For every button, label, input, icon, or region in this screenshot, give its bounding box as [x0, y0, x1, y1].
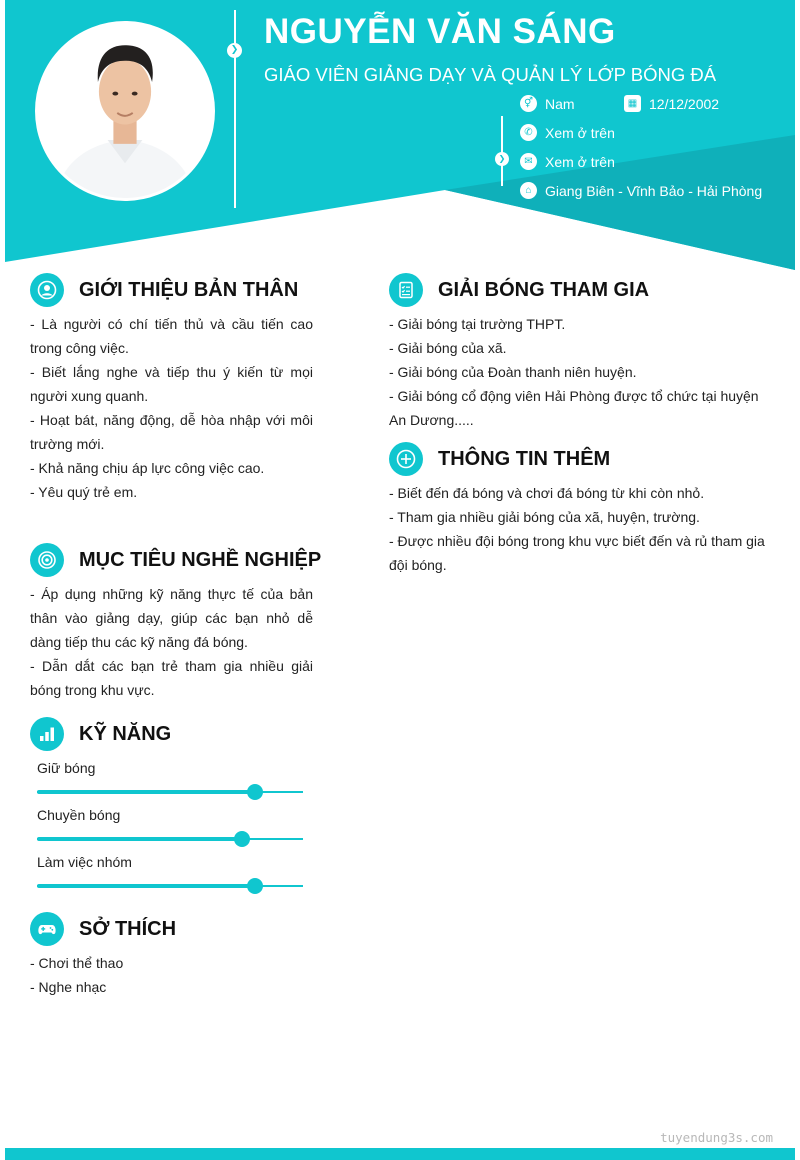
hobbies-section-header	[30, 912, 176, 946]
candidate-name: NGUYỄN VĂN SÁNG	[264, 12, 616, 51]
skill-item	[37, 760, 303, 800]
chevron-right-icon: ❯	[227, 43, 242, 58]
plus-icon	[389, 442, 423, 476]
chevron-right-icon: ❯	[495, 152, 509, 166]
skill-item	[37, 807, 303, 847]
extra-info-line: - Biết đến đá bóng và chơi đá bóng từ khi còn nhỏ.	[389, 485, 705, 501]
hobbies-body	[30, 951, 313, 999]
about-line: - Khả năng chịu áp lực công việc cao.	[30, 460, 265, 476]
skill-name: Chuyền bóng	[37, 807, 121, 823]
gender-icon: ⚥	[520, 95, 537, 112]
objective-line: - Dẫn dắt các bạn trẻ tham gia nhiều giải bóng trong khu vực.	[30, 658, 313, 698]
hobby-line: - Chơi thể thao	[30, 955, 124, 971]
home-icon: ⌂	[520, 182, 537, 199]
watermark: tuyendung3s.com	[660, 1130, 773, 1145]
about-line: - Hoạt bát, năng động, dễ hòa nhập với môi trường mới.	[30, 412, 313, 452]
email-value: Xem ở trên	[545, 153, 615, 170]
gamepad-icon	[30, 912, 64, 946]
calendar-icon: ▦	[624, 95, 641, 112]
hobbies-title: SỞ THÍCH	[79, 917, 177, 940]
tournament-line: - Giải bóng của Đoàn thanh niên huyện.	[389, 364, 637, 380]
skill-level-bar	[37, 831, 303, 847]
target-icon	[30, 543, 64, 577]
tournament-line: - Giải bóng cổ động viên Hải Phòng được tổ chức tại huyện An Dương.....	[389, 388, 759, 428]
skill-level-knob	[247, 878, 263, 894]
contact-email	[520, 153, 615, 170]
avatar	[35, 21, 215, 201]
tournaments-body	[389, 312, 769, 432]
tournament-line: - Giải bóng của xã.	[389, 340, 507, 356]
contact-divider	[501, 116, 503, 186]
dob-value: 12/12/2002	[649, 95, 720, 112]
job-title: GIÁO VIÊN GIẢNG DẠY VÀ QUẢN LÝ LỚP BÓNG ĐÁ	[264, 64, 717, 85]
tournaments-title: GIẢI BÓNG THAM GIA	[438, 278, 650, 301]
extra-info-section-header	[389, 442, 610, 476]
skill-level-bar	[37, 878, 303, 894]
phone-value: Xem ở trên	[545, 124, 615, 141]
extra-info-title: THÔNG TIN THÊM	[438, 447, 611, 470]
skill-name: Giữ bóng	[37, 760, 96, 776]
objective-line: - Áp dụng những kỹ năng thực tế của bản thân vào giảng dạy, giúp các bạn nhỏ dễ dàng tiếp thu các kỹ năng đá bóng.	[30, 586, 313, 650]
about-section-header	[30, 273, 298, 307]
footer-bar	[5, 1148, 795, 1160]
skill-level-knob	[247, 784, 263, 800]
contact-phone	[520, 124, 615, 141]
gender-value: Nam	[545, 95, 575, 112]
objective-title: MỤC TIÊU NGHỀ NGHIỆP	[79, 548, 322, 571]
address-value: Giang Biên - Vĩnh Bảo - Hải Phòng	[545, 182, 763, 199]
objective-body	[30, 582, 313, 702]
contact-address	[520, 182, 762, 199]
extra-info-line: - Tham gia nhiều giải bóng của xã, huyện, trường.	[389, 509, 700, 525]
extra-info-line: - Được nhiều đội bóng trong khu vực biết đến và rủ tham gia đội bóng.	[389, 533, 765, 573]
about-line: - Là người có chí tiến thủ và cầu tiến cao trong công việc.	[30, 316, 313, 356]
skills-section-header	[30, 717, 171, 751]
phone-icon: ✆	[520, 124, 537, 141]
contact-gender	[520, 95, 575, 112]
about-body	[30, 312, 313, 504]
email-icon: ✉	[520, 153, 537, 170]
skill-name: Làm việc nhóm	[37, 854, 132, 870]
about-line: - Yêu quý trẻ em.	[30, 484, 138, 500]
bar-chart-icon	[30, 717, 64, 751]
checklist-icon	[389, 273, 423, 307]
header-divider	[234, 10, 236, 208]
tournament-line: - Giải bóng tại trường THPT.	[389, 316, 566, 332]
skill-level-knob	[234, 831, 250, 847]
about-line: - Biết lắng nghe và tiếp thu ý kiến từ mọi người xung quanh.	[30, 364, 313, 404]
tournaments-section-header	[389, 273, 649, 307]
skills-title: KỸ NĂNG	[79, 722, 172, 745]
hobby-line: - Nghe nhạc	[30, 979, 107, 995]
about-title: GIỚI THIỆU BẢN THÂN	[79, 278, 299, 301]
skill-level-bar	[37, 784, 303, 800]
contact-dob	[624, 95, 719, 112]
user-icon	[30, 273, 64, 307]
skill-item	[37, 854, 303, 894]
objective-section-header	[30, 543, 321, 577]
extra-info-body	[389, 481, 769, 577]
